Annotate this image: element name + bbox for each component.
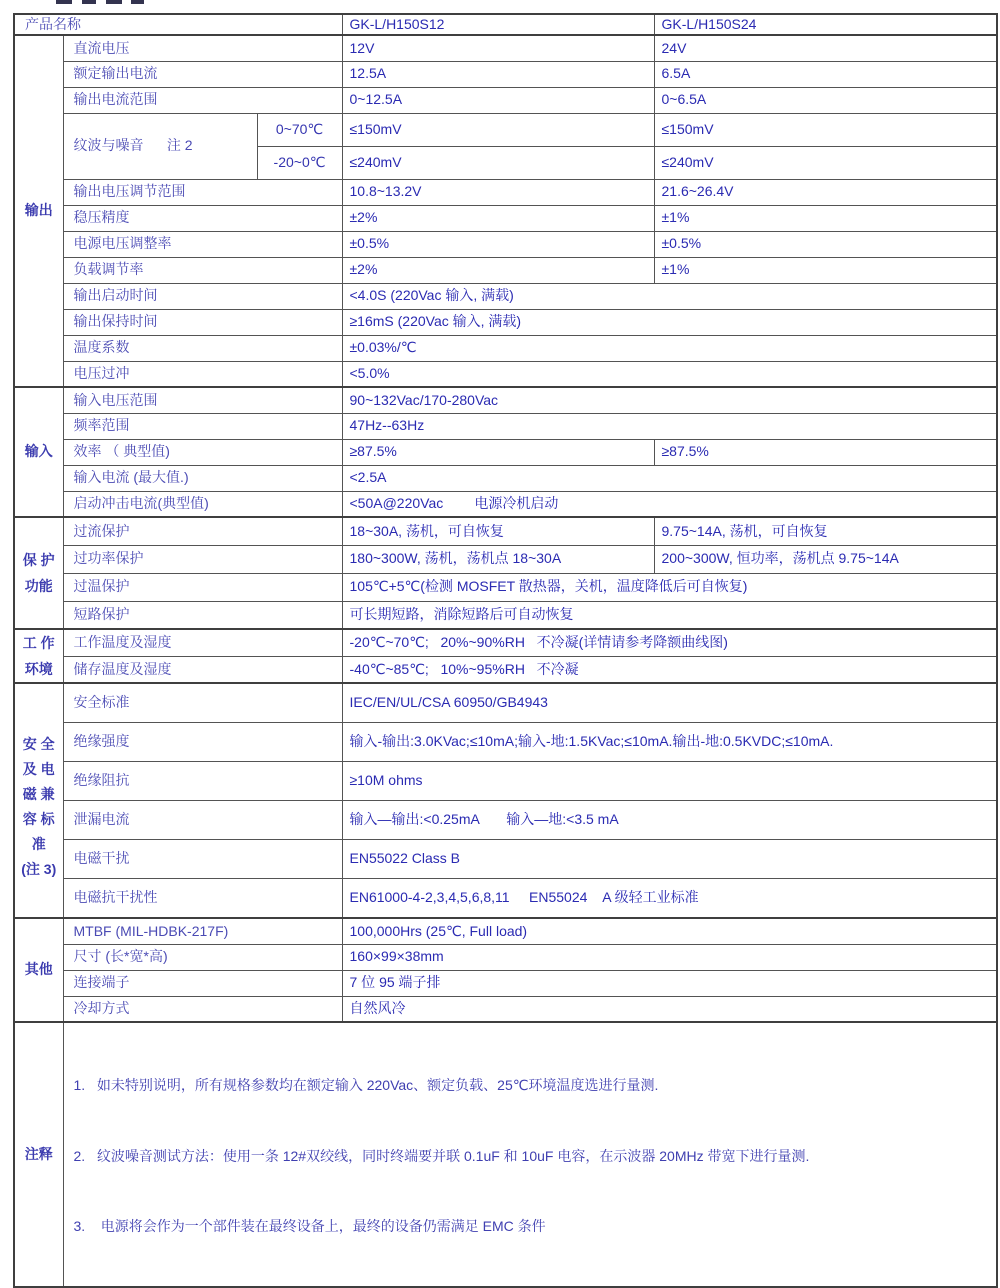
table-row-storage-temp [14, 656, 997, 683]
group-safety-line: 及 电 [22, 761, 55, 777]
table-row-insulation-resistance [14, 761, 997, 800]
current-range-label: 输出电流范围 [63, 87, 342, 113]
accuracy-label: 稳压精度 [63, 205, 342, 231]
scp-value: 可长期短路，消除短路后可自动恢复 [342, 601, 997, 629]
table-row-ripple-high [14, 113, 997, 146]
group-safety-emc-cell [14, 683, 63, 918]
temp-coeff-label: 温度系数 [63, 335, 342, 361]
group-input-cell: 输入 [14, 387, 63, 517]
load-regulation-v24: ±1% [654, 257, 997, 283]
model-12-header-cell: GK-L/H150S12 [342, 14, 654, 35]
storage-temp-label: 储存温度及湿度 [63, 656, 342, 683]
hold-time-value: ≥16mS (220Vac 输入, 满载) [342, 309, 997, 335]
insulation-resistance-label: 绝缘阻抗 [63, 761, 342, 800]
table-row-opp [14, 545, 997, 573]
group-environment-line2: 环境 [24, 661, 53, 677]
table-row-overshoot [14, 361, 997, 387]
table-row-scp [14, 601, 997, 629]
hold-time-label: 输出保持时间 [63, 309, 342, 335]
table-row-ocp [14, 517, 997, 545]
table-row-cooling [14, 996, 997, 1022]
group-protection-line1: 保 护 [22, 552, 55, 568]
dc-voltage-label: 直流电压 [63, 35, 342, 61]
terminal-label: 连接端子 [63, 970, 342, 996]
ripple-label: 纹波与噪音 注 2 [63, 113, 257, 179]
group-protection-line2: 功能 [24, 578, 53, 594]
table-row-insulation-strength [14, 722, 997, 761]
table-row-line-regulation [14, 231, 997, 257]
spec-table [13, 13, 998, 1288]
size-value: 160×99×38mm [342, 944, 997, 970]
note-item-2: 2. 纹波噪音测试方法：使用一条 12#双绞线，同时终端要并联 0.1uF 和 10uF 电容，在示波器 20MHz 带宽下进行量测. [73, 1147, 810, 1164]
efficiency-v24: ≥87.5% [654, 439, 997, 465]
efficiency-v12: ≥87.5% [342, 439, 654, 465]
table-row-notes [14, 1022, 997, 1287]
opp-v12: 180~300W, 荡机，荡机点 18~30A [342, 545, 654, 573]
table-row-terminal [14, 970, 997, 996]
mtbf-label: MTBF (MIL-HDBK-217F) [63, 918, 342, 944]
accuracy-v24: ±1% [654, 205, 997, 231]
accuracy-v12: ±2% [342, 205, 654, 231]
group-environment-cell [14, 629, 63, 683]
adjust-range-v24: 21.6~26.4V [654, 179, 997, 205]
opp-v24: 200~300W, 恒功率，荡机点 9.75~14A [654, 545, 997, 573]
current-range-v12: 0~12.5A [342, 87, 654, 113]
start-time-value: <4.0S (220Vac 输入, 满载) [342, 283, 997, 309]
ripple-range-high: 0~70℃ [257, 113, 342, 146]
ripple-low-v24: ≤240mV [654, 146, 997, 179]
ems-value: EN61000-4-2,3,4,5,6,8,11 EN55024 A 级轻工业标准 [342, 879, 997, 918]
table-row-rated-current [14, 61, 997, 87]
table-row-accuracy [14, 205, 997, 231]
freq-range-label: 频率范围 [63, 413, 342, 439]
otp-value: 105℃+5℃(检测 MOSFET 散热器，关机，温度降低后可自恢复) [342, 573, 997, 601]
cropped-text-fragment [82, 0, 96, 4]
ocp-v12: 18~30A, 荡机，可自恢复 [342, 517, 654, 545]
group-protection-cell [14, 517, 63, 629]
size-label: 尺寸 (长*宽*高) [63, 944, 342, 970]
table-row-leakage [14, 800, 997, 839]
emi-label: 电磁干扰 [63, 840, 342, 879]
table-row-adjust-range [14, 179, 997, 205]
rated-current-v24: 6.5A [654, 61, 997, 87]
cropped-text-fragment [131, 0, 144, 4]
leakage-label: 泄漏电流 [63, 800, 342, 839]
group-notes-cell: 注释 [14, 1022, 63, 1287]
table-row-otp [14, 573, 997, 601]
load-regulation-v12: ±2% [342, 257, 654, 283]
mtbf-value: 100,000Hrs (25℃, Full load) [342, 918, 997, 944]
table-row-efficiency [14, 439, 997, 465]
table-row-operating-temp [14, 629, 997, 656]
model-24-header-cell: GK-L/H150S24 [654, 14, 997, 35]
table-row-size [14, 944, 997, 970]
overshoot-label: 电压过冲 [63, 361, 342, 387]
cooling-label: 冷却方式 [63, 996, 342, 1022]
safety-standard-label: 安全标准 [63, 683, 342, 722]
group-safety-line: 磁 兼 [22, 786, 55, 802]
group-safety-line: 准 [31, 836, 46, 852]
cooling-value: 自然风冷 [342, 996, 997, 1022]
input-voltage-range-value: 90~132Vac/170-280Vac [342, 387, 997, 413]
notes-content-cell [63, 1022, 997, 1287]
ripple-high-v12: ≤150mV [342, 113, 654, 146]
dc-voltage-v12: 12V [342, 35, 654, 61]
table-row-current-range [14, 87, 997, 113]
input-max-current-value: <2.5A [342, 465, 997, 491]
rated-current-v12: 12.5A [342, 61, 654, 87]
overshoot-value: <5.0% [342, 361, 997, 387]
emi-value: EN55022 Class B [342, 840, 997, 879]
operating-temp-value: -20℃~70℃; 20%~90%RH 不冷凝(详情请参考降额曲线图) [342, 629, 997, 656]
insulation-strength-label: 绝缘强度 [63, 722, 342, 761]
cropped-text-fragment [56, 0, 72, 4]
group-safety-line: 安 全 [22, 736, 55, 752]
table-row-mtbf [14, 918, 997, 944]
inrush-value: <50A@220Vac 电源冷机启动 [342, 491, 997, 517]
start-time-label: 输出启动时间 [63, 283, 342, 309]
adjust-range-label: 输出电压调节范围 [63, 179, 342, 205]
cropped-text-fragment [106, 0, 122, 4]
table-row-dc-voltage [14, 35, 997, 61]
group-safety-line: (注 3) [21, 861, 57, 877]
table-row-inrush [14, 491, 997, 517]
table-row-input-max-current [14, 465, 997, 491]
product-name-header-cell: 产品名称 [14, 14, 342, 35]
otp-label: 过温保护 [63, 573, 342, 601]
terminal-value: 7 位 95 端子排 [342, 970, 997, 996]
ripple-range-low: -20~0℃ [257, 146, 342, 179]
line-regulation-v12: ±0.5% [342, 231, 654, 257]
table-row-temp-coeff [14, 335, 997, 361]
safety-standard-value: IEC/EN/UL/CSA 60950/GB4943 [342, 683, 997, 722]
opp-label: 过功率保护 [63, 545, 342, 573]
table-row-start-time [14, 283, 997, 309]
insulation-strength-value: 输入-输出:3.0KVac;≤10mA;输入-地:1.5KVac;≤10mA.输出-地:0.5KVDC;≤10mA. [342, 722, 997, 761]
table-row-emi [14, 840, 997, 879]
note-item-3: 3. 电源将会作为一个部件装在最终设备上，最终的设备仍需满足 EMC 条件 [73, 1218, 546, 1234]
temp-coeff-value: ±0.03%/℃ [342, 335, 997, 361]
storage-temp-value: -40℃~85℃; 10%~95%RH 不冷凝 [342, 656, 997, 683]
group-output-cell: 输出 [14, 35, 63, 387]
leakage-value: 输入—输出:<0.25mA 输入—地:<3.5 mA [342, 800, 997, 839]
load-regulation-label: 负载调节率 [63, 257, 342, 283]
table-row-input-voltage-range [14, 387, 997, 413]
insulation-resistance-value: ≥10M ohms [342, 761, 997, 800]
scp-label: 短路保护 [63, 601, 342, 629]
operating-temp-label: 工作温度及湿度 [63, 629, 342, 656]
table-row-freq-range [14, 413, 997, 439]
ocp-v24: 9.75~14A, 荡机，可自恢复 [654, 517, 997, 545]
ocp-label: 过流保护 [63, 517, 342, 545]
group-environment-line1: 工 作 [22, 635, 55, 651]
input-max-current-label: 输入电流 (最大值.) [63, 465, 342, 491]
table-row-hold-time [14, 309, 997, 335]
note-item-1: 1. 如未特别说明，所有规格参数均在额定输入 220Vac、额定负载、25℃环境温度选进行量测. [73, 1077, 659, 1093]
table-row-load-regulation [14, 257, 997, 283]
line-regulation-v24: ±0.5% [654, 231, 997, 257]
line-regulation-label: 电源电压调整率 [63, 231, 342, 257]
current-range-v24: 0~6.5A [654, 87, 997, 113]
ripple-low-v12: ≤240mV [342, 146, 654, 179]
inrush-label: 启动冲击电流(典型值) [63, 491, 342, 517]
dc-voltage-v24: 24V [654, 35, 997, 61]
ems-label: 电磁抗干扰性 [63, 879, 342, 918]
table-row-ems [14, 879, 997, 918]
table-row-safety-standard [14, 683, 997, 722]
group-safety-emc-lines [18, 719, 60, 882]
group-other-cell: 其他 [14, 918, 63, 1022]
adjust-range-v12: 10.8~13.2V [342, 179, 654, 205]
ripple-high-v24: ≤150mV [654, 113, 997, 146]
group-safety-line: 容 标 [22, 811, 55, 827]
rated-current-label: 额定输出电流 [63, 61, 342, 87]
freq-range-value: 47Hz--63Hz [342, 413, 997, 439]
efficiency-label: 效率 （ 典型值) [63, 439, 342, 465]
input-voltage-range-label: 输入电压范围 [63, 387, 342, 413]
table-row-header [14, 14, 997, 35]
